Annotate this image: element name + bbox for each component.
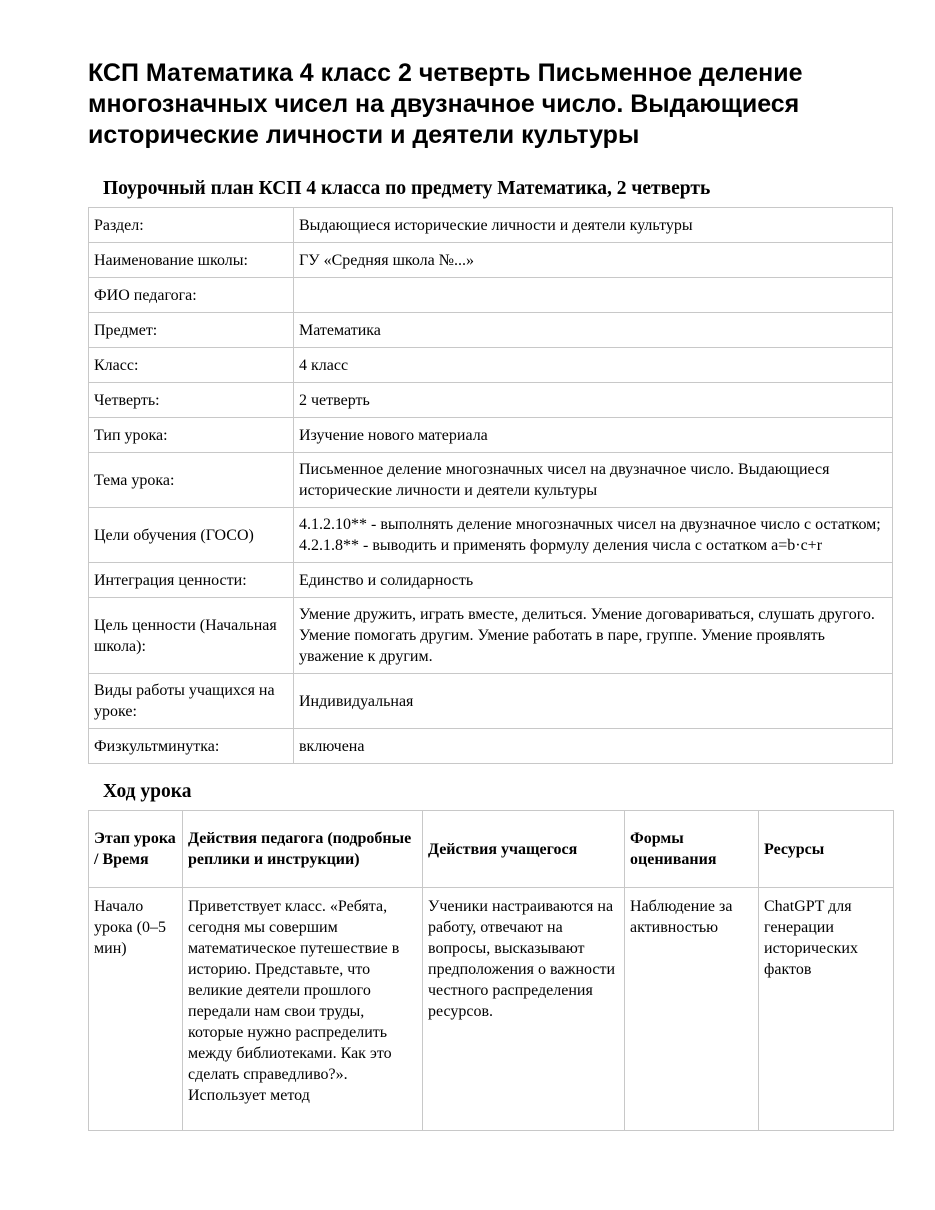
table-cell: Ученики настраиваются на работу, отвечают на вопросы, высказывают предположения о важности честного распределения ресурсов. xyxy=(423,888,625,1131)
document-title: КСП Математика 4 класс 2 четверть Письменное деление многозначных чисел на двузначное число. Выдающиеся исторические личности и деятели культуры xyxy=(88,59,803,149)
info-value-cell: 2 четверть xyxy=(294,383,893,418)
info-value-cell xyxy=(294,278,893,313)
column-header: Ресурсы xyxy=(759,811,894,888)
info-value-cell: Изучение нового материала xyxy=(294,418,893,453)
info-key-cell: Тема урока: xyxy=(89,453,294,508)
info-value-cell: включена xyxy=(294,729,893,764)
plan-heading: Поурочный план КСП 4 класса по предмету Математика, 2 четверть xyxy=(103,178,711,199)
table-row xyxy=(89,348,893,383)
table-row xyxy=(89,418,893,453)
column-header: Этап урока / Время xyxy=(89,811,183,888)
column-header: Формы оценивания xyxy=(625,811,759,888)
table-row xyxy=(89,208,893,243)
table-cell: Приветствует класс. «Ребята, сегодня мы совершим математическое путешествие в историю. Представьте, что великие деятели прошлого передали нам свои труды, которые нужно распределить между библиотеками. Как это сделать справедливо?». Использует метод xyxy=(183,888,423,1131)
table-row xyxy=(89,453,893,508)
document-page xyxy=(88,58,893,1131)
table-cell: Начало урока (0–5 мин) xyxy=(89,888,183,1131)
info-value-cell: Единство и солидарность xyxy=(294,563,893,598)
table-row xyxy=(89,508,893,563)
lesson-info-table xyxy=(88,207,893,764)
info-value-cell: 4.1.2.10** - выполнять деление многозначных чисел на двузначное число с остатком; 4.2.1.8** - выводить и применять формулу деления числа с остатком a=b·c+r xyxy=(294,508,893,563)
column-header: Действия учащегося xyxy=(423,811,625,888)
info-key-cell: Интеграция ценности: xyxy=(89,563,294,598)
table-row xyxy=(89,674,893,729)
info-key-cell: Наименование школы: xyxy=(89,243,294,278)
table-cell: ChatGPT для генерации исторических фактов xyxy=(759,888,894,1131)
info-key-cell: Физкультминутка: xyxy=(89,729,294,764)
info-value-cell: Выдающиеся исторические личности и деятели культуры xyxy=(294,208,893,243)
info-key-cell: Тип урока: xyxy=(89,418,294,453)
table-header-row xyxy=(89,811,894,888)
info-value-cell: ГУ «Средняя школа №...» xyxy=(294,243,893,278)
table-row xyxy=(89,383,893,418)
lesson-steps-table xyxy=(88,810,894,1131)
info-key-cell: Предмет: xyxy=(89,313,294,348)
info-value-cell: 4 класс xyxy=(294,348,893,383)
table-row xyxy=(89,243,893,278)
info-key-cell: Виды работы учащихся на уроке: xyxy=(89,674,294,729)
info-key-cell: Раздел: xyxy=(89,208,294,243)
table-row xyxy=(89,563,893,598)
info-key-cell: Класс: xyxy=(89,348,294,383)
table-row xyxy=(89,888,894,1131)
info-value-cell: Индивидуальная xyxy=(294,674,893,729)
table-row xyxy=(89,313,893,348)
lesson-progress-heading: Ход урока xyxy=(103,781,192,802)
info-key-cell: Четверть: xyxy=(89,383,294,418)
info-key-cell: Цели обучения (ГОСО) xyxy=(89,508,294,563)
info-value-cell: Математика xyxy=(294,313,893,348)
column-header: Действия педагога (подробные реплики и инструкции) xyxy=(183,811,423,888)
table-cell: Наблюдение за активностью xyxy=(625,888,759,1131)
info-value-cell: Письменное деление многозначных чисел на двузначное число. Выдающиеся исторические личности и деятели культуры xyxy=(294,453,893,508)
info-key-cell: Цель ценности (Начальная школа): xyxy=(89,598,294,674)
info-key-cell: ФИО педагога: xyxy=(89,278,294,313)
table-row xyxy=(89,278,893,313)
info-value-cell: Умение дружить, играть вместе, делиться. Умение договариваться, слушать другого. Умение помогать другим. Умение работать в паре, группе. Умение проявлять уважение к другим. xyxy=(294,598,893,674)
table-row xyxy=(89,729,893,764)
table-row xyxy=(89,598,893,674)
